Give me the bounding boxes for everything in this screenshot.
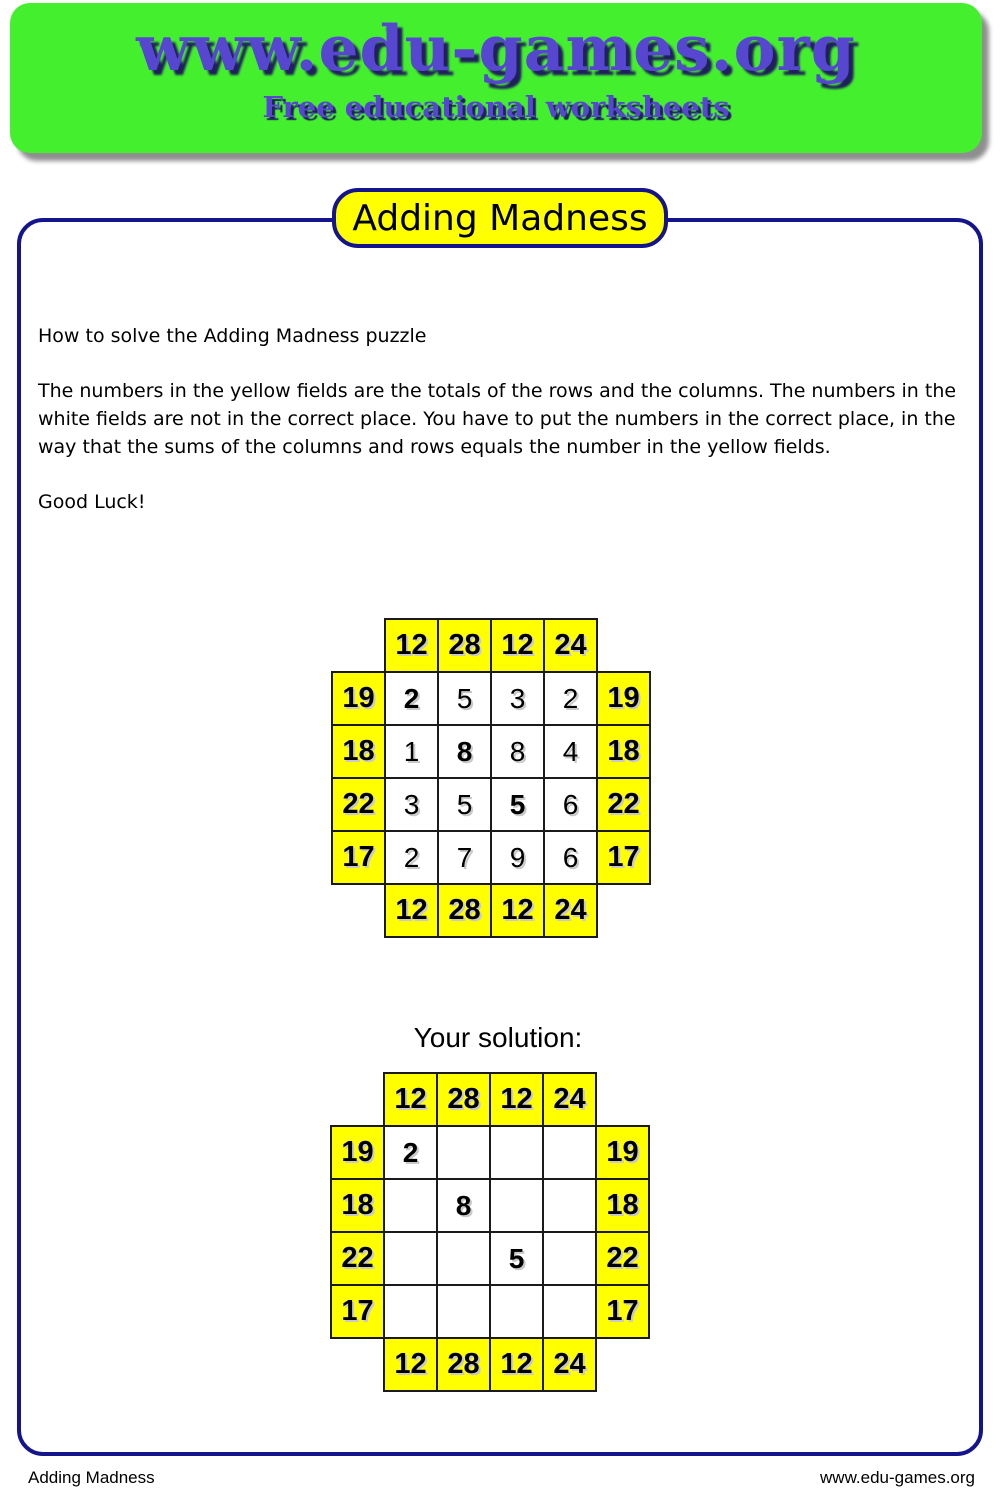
solution-grid	[330, 1072, 650, 1392]
col-total-cell: 12	[490, 1338, 543, 1391]
instructions-body: The numbers in the yellow fields are the totals of the rows and the columns. The numbers in the white fields are not in the correct place. You have to put the numbers in the correct place, in the way that the sums of the columns and rows equals the number in the yellow fields.	[38, 380, 957, 458]
corner-cell	[332, 619, 385, 672]
row-total-cell: 18	[596, 1179, 649, 1232]
puzzle-cell	[543, 1126, 596, 1179]
puzzle-cell	[384, 1285, 437, 1338]
corner-cell	[332, 884, 385, 937]
site-subtitle: Free educational worksheets	[262, 90, 730, 124]
puzzle-cell	[543, 1232, 596, 1285]
row-total-cell: 17	[331, 1285, 384, 1338]
col-total-cell: 12	[491, 884, 544, 937]
puzzle-cell: 6	[544, 831, 597, 884]
row-total-cell: 17	[596, 1285, 649, 1338]
row-total-cell: 17	[332, 831, 385, 884]
puzzle-cell	[437, 1285, 490, 1338]
puzzle-cell: 5	[490, 1232, 543, 1285]
row-total-cell: 18	[332, 725, 385, 778]
col-total-cell: 12	[384, 1073, 437, 1126]
corner-cell	[331, 1338, 384, 1391]
row-total-cell: 18	[331, 1179, 384, 1232]
row-total-cell: 22	[332, 778, 385, 831]
puzzle-cell: 2	[385, 672, 438, 725]
corner-cell	[597, 884, 650, 937]
corner-cell	[596, 1338, 649, 1391]
col-total-cell: 12	[491, 619, 544, 672]
corner-cell	[331, 1073, 384, 1126]
corner-cell	[596, 1073, 649, 1126]
instructions-heading: How to solve the Adding Madness puzzle	[38, 325, 427, 347]
puzzle-cell	[384, 1232, 437, 1285]
puzzle-cell: 8	[491, 725, 544, 778]
col-total-cell: 12	[385, 884, 438, 937]
puzzle-grid	[331, 618, 651, 938]
footer-worksheet-name: Adding Madness	[28, 1468, 155, 1487]
site-title: www.edu-games.org	[136, 11, 856, 85]
puzzle-cell	[437, 1232, 490, 1285]
puzzle-cell: 1	[385, 725, 438, 778]
puzzle-cell: 5	[438, 778, 491, 831]
col-total-cell: 28	[438, 884, 491, 937]
row-total-cell: 22	[596, 1232, 649, 1285]
puzzle-cell	[490, 1126, 543, 1179]
puzzle-cell	[543, 1285, 596, 1338]
puzzle-cell: 5	[491, 778, 544, 831]
puzzle-cell	[490, 1285, 543, 1338]
row-total-cell: 22	[331, 1232, 384, 1285]
puzzle-cell: 4	[544, 725, 597, 778]
page-footer	[28, 1468, 975, 1488]
puzzle-cell: 7	[438, 831, 491, 884]
row-total-cell: 22	[597, 778, 650, 831]
row-total-cell: 19	[597, 672, 650, 725]
solution-label: Your solution:	[413, 1022, 583, 1053]
puzzle-cell	[490, 1179, 543, 1232]
worksheet-title-badge	[332, 188, 668, 248]
good-luck-text: Good Luck!	[38, 491, 146, 513]
puzzle-cell: 2	[385, 831, 438, 884]
col-total-cell: 24	[544, 619, 597, 672]
col-total-cell: 28	[437, 1338, 490, 1391]
row-total-cell: 17	[597, 831, 650, 884]
col-total-cell: 24	[543, 1338, 596, 1391]
puzzle-cell: 8	[437, 1179, 490, 1232]
worksheet-title: Adding Madness	[352, 197, 648, 239]
puzzle-cell	[543, 1179, 596, 1232]
puzzle-cell	[437, 1126, 490, 1179]
col-total-cell: 12	[490, 1073, 543, 1126]
col-total-cell: 24	[543, 1073, 596, 1126]
row-total-cell: 18	[597, 725, 650, 778]
footer-site-url: www.edu-games.org	[820, 1468, 975, 1487]
site-banner	[10, 3, 982, 153]
col-total-cell: 28	[437, 1073, 490, 1126]
row-total-cell: 19	[332, 672, 385, 725]
col-total-cell: 24	[544, 884, 597, 937]
puzzle-cell: 2	[384, 1126, 437, 1179]
puzzle-cell	[384, 1179, 437, 1232]
col-total-cell: 12	[385, 619, 438, 672]
puzzle-cell: 3	[385, 778, 438, 831]
puzzle-cell: 9	[491, 831, 544, 884]
puzzle-cell: 3	[491, 672, 544, 725]
puzzle-cell: 2	[544, 672, 597, 725]
row-total-cell: 19	[596, 1126, 649, 1179]
puzzle-cell: 8	[438, 725, 491, 778]
instructions-block	[38, 322, 966, 516]
col-total-cell: 12	[384, 1338, 437, 1391]
corner-cell	[597, 619, 650, 672]
col-total-cell: 28	[438, 619, 491, 672]
puzzle-cell: 6	[544, 778, 597, 831]
row-total-cell: 19	[331, 1126, 384, 1179]
puzzle-cell: 5	[438, 672, 491, 725]
